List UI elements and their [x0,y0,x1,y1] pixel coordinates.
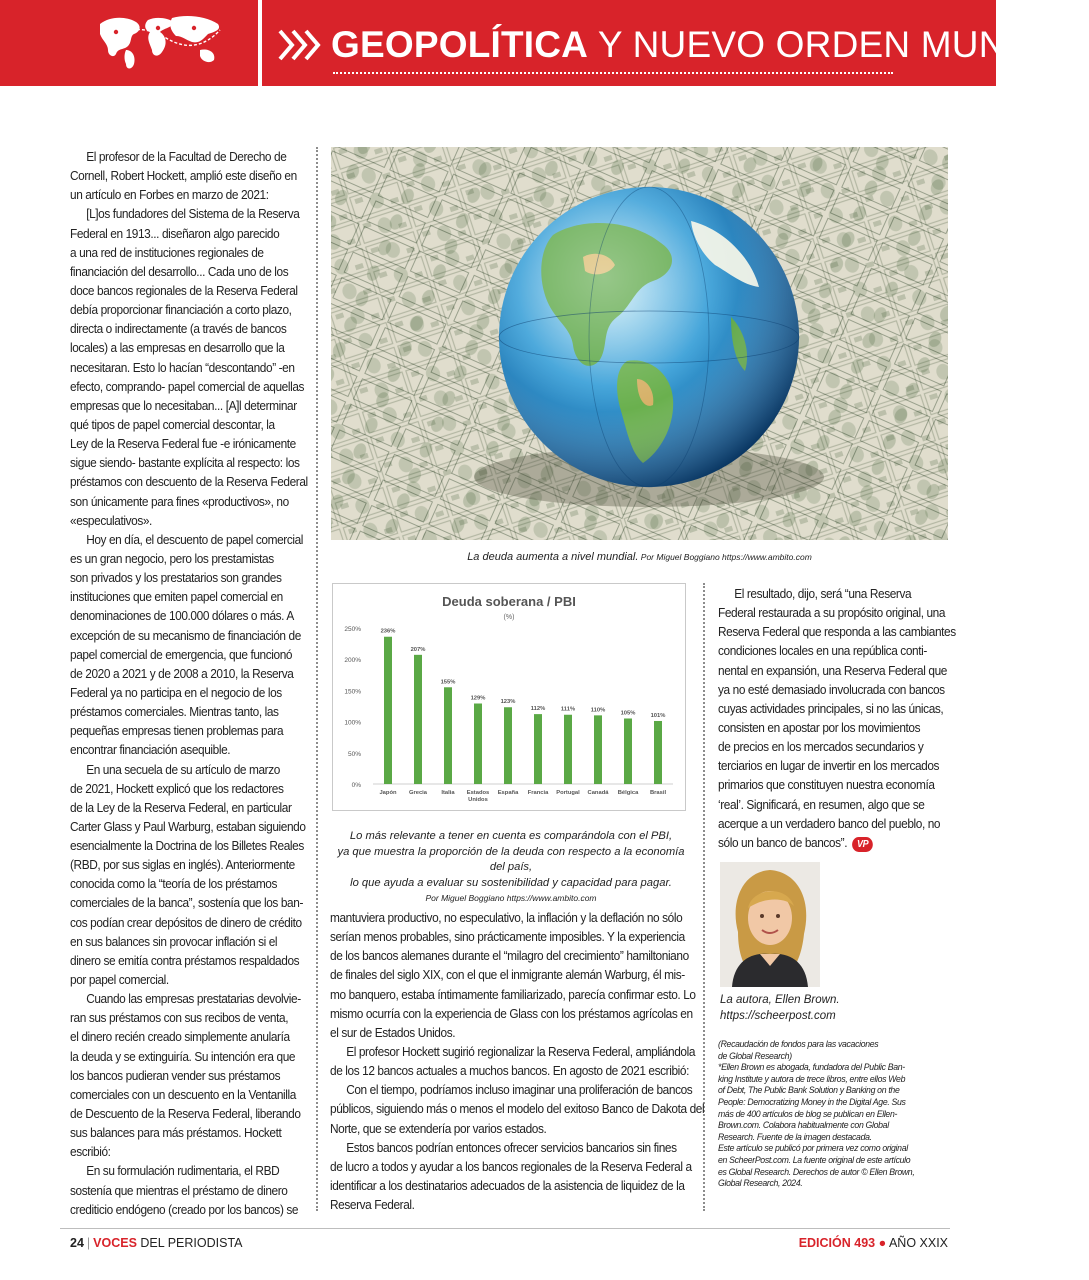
globe-money-photo [331,147,948,540]
chevron-right-icon [278,28,324,62]
chart-caption [330,829,692,905]
text-line: serían menos probables, sino prácticamente imposibles. Y la experiencia [330,929,685,945]
bio-line: Brown.com. Colabora habitualmente con Global [718,1119,889,1131]
text-line: préstamos con descuento de la Reserva Federal [70,474,308,490]
text-line: préstamos comerciales. Mientras tanto, las [70,704,279,720]
text-line: empresas que lo necesitaban... [A]l determinar [70,397,297,413]
text-line: dinero se emitía contra préstamos respaldados [70,952,300,968]
y-tick-label: 200% [344,657,361,665]
chart-caption-line: lo que ayuda a evaluar su sostenibilidad y capacidad para pagar. [350,876,672,889]
text-line: locales) a las empresas en desarrollo que la [70,340,285,356]
bar-value-label: 155% [440,679,456,686]
text-line: de finales del siglo XIX, con el que el inmigrante alemán Warburg, él mis- [330,967,685,983]
vp-end-badge: VP [853,837,873,852]
text-line: escribió: [70,1144,111,1160]
bio-line: de Global Research) [718,1049,792,1061]
text-line: de lucro a todos y ayudar a los bancos regionales de la Reserva Federal a [330,1158,692,1174]
bio-line: king Institute y autora de trece libros, entre ellos Web [718,1072,906,1084]
bar [474,704,482,784]
text-line: a una red de instituciones regionales de [70,244,264,260]
text-line: el dinero recién creado simplemente anularía [70,1029,290,1045]
text-line [718,833,956,852]
text-line: directa o indirectamente (a través de bancos [70,321,287,337]
section-title-rest: Y NUEVO ORDEN MUNDIAL [588,24,1089,65]
text-line: de precios en los mercados secundarios y [718,739,924,755]
text-line: En su formulación rudimentaria, el RBD [86,1163,280,1179]
text-line: encontrar financiación asequible. [70,742,231,758]
text-line: mismo ocurría con la experiencia de Glass con los préstamos agrícolas en [330,1005,693,1021]
article-column-1 [70,147,308,1219]
text-line: identificar a los destinatarios adecuados de la asistencia de liquidez de la [330,1177,685,1193]
author-caption [720,992,840,1024]
text-line: cos podían crear depósitos de dinero de crédito [70,914,302,930]
page-number: 24 [70,1236,84,1250]
photo-caption-text: La deuda aumenta a nivel mundial. [467,551,639,563]
text-line: los bancos pudieran vender sus préstamos [70,1067,281,1083]
x-tick-label: España [497,790,519,796]
x-tick-label: Francia [527,790,549,796]
header-banner [0,0,1089,86]
section-title [331,22,1089,68]
x-tick-label: Brasil [649,790,667,796]
text-line: Reserva Federal. [330,1197,415,1213]
text-line: Estos bancos podrían entonces ofrecer servicios bancarios sin fines [346,1139,677,1155]
text-line: Con el tiempo, podríamos incluso imaginar una proliferación de bancos [346,1082,693,1098]
bio-line: *Ellen Brown es abogada, fundadora del Public Ban- [718,1061,905,1073]
bar [594,715,602,784]
text-line: ‘real’. Significará, en resumen, algo que se [718,796,925,812]
bio-line: Global Research, 2024. [718,1177,803,1189]
text-line: El resultado, dijo, será “una Reserva [734,586,912,601]
photo-credit: Por Miguel Boggiano https://www.ambito.com [638,552,812,562]
bar-value-label: 129% [470,695,486,702]
text-line: esencialmente la Doctrina de los Billetes Reales [70,838,304,854]
text-line: ran sus préstamos con sus recibos de venta, [70,1010,289,1026]
text-line: comerciales con un descuento en la Ventanilla [70,1086,296,1102]
header-divider [258,0,262,86]
text-line: excepción de su mecanismo de financiación de [70,627,301,643]
y-tick-label: 100% [344,719,361,727]
text-line: consisten en apostar por los movimientos [718,719,921,735]
text-line: sostenía que mientras el préstamo de dinero [70,1182,288,1198]
author-caption-name: La autora, Ellen Brown. [720,994,840,1006]
chart-svg [333,584,685,810]
text-line: terciarios en lugar de invertir en los mercados [718,758,940,774]
bio-line: más de 400 artículos de blog se publican en Ellen- [718,1107,898,1119]
text-line: condiciones locales en una república conti- [718,643,927,659]
author-caption-url: https://scheerpost.com [720,1010,836,1022]
section-title-bold: GEOPOLÍTICA [331,24,589,65]
text-line: son privados y los prestatarios son grandes [70,570,282,586]
magazine-brand-rest: DEL PERIODISTA [136,1236,243,1250]
text-line: necesitaran. Esto lo hacían “descontando” -en [70,359,295,375]
text-line: nental en expansión, una Reserva Federal que [718,662,947,678]
y-tick-label: 0% [351,782,361,789]
edition-label: EDICIÓN 493 [798,1236,876,1250]
x-tick-label-part: Unidos [468,797,488,803]
bio-line: People: Democratizing Money in the Digital Age. Sus [718,1095,906,1107]
world-map-logo-icon [96,10,226,72]
y-tick-label: 250% [344,626,361,633]
chart-subtitle: (%) [503,614,515,621]
text-line: El profesor Hockett sugirió regionalizar la Reserva Federal, ampliándola [346,1043,696,1059]
text-line-end: sólo un banco de bancos”. [718,834,848,850]
bio-line: es Global Research. Derechos de autor © Ellen Brown, [718,1165,915,1177]
x-tick-label: Grecia [408,790,428,796]
text-line: son únicamente para fines «productivos», no [70,493,289,509]
bio-line: (Recaudación de fondos para las vacaciones [718,1038,879,1049]
bar [624,718,632,784]
footer-rule [60,1228,950,1229]
bar-value-label: 105% [620,710,636,717]
text-line: Reserva Federal que responda a las cambiantes [718,624,956,640]
text-line: de los 12 bancos actuales a muchos bancos. En agosto de 2021 escribió: [330,1063,689,1079]
bio-line: en ScheerPost.com. La fuente original de este artículo [718,1153,911,1165]
footer-left [70,1236,243,1250]
text-line: Federal en 1913... diseñaron algo parecido [70,225,280,241]
bar-value-label: 101% [650,712,666,719]
text-line: Ley de la Reserva Federal fue -e irónicamente [70,436,296,452]
text-line: conocida como la “teoría de los préstamos [70,876,278,892]
text-line: Federal restaurada a su propósito original, una [718,605,946,621]
text-line: En una secuela de su artículo de marzo [86,761,280,777]
bar [534,714,542,784]
bar-value-label: 110% [590,707,606,714]
footer-separator: | [86,1236,91,1250]
y-tick-label: 150% [344,688,361,696]
text-line: sigue siendo- bastante explícita al respecto: los [70,455,300,471]
text-line: de 2020 a 2021 y de 2008 a 2010, la Reserva [70,665,294,681]
text-line: instituciones que emiten papel comercial en [70,589,283,605]
year-label: AÑO XXIX [888,1236,948,1250]
bio-line: Este artículo se publicó por primera vez como original [718,1142,908,1154]
text-line: mo banquero, estaba íntimamente familiarizado, parecía confirmar esto. Lo [330,986,696,1002]
text-line: es un gran negocio, pero los prestamistas [70,550,274,566]
x-tick-label: Bélgica [617,790,639,796]
debt-gdp-chart [332,583,686,811]
text-line: Federal ya no participa en el negocio de los [70,684,282,700]
text-line: El profesor de la Facultad de Derecho de [86,149,287,164]
chart-caption-line: ya que muestra la proporción de la deuda con respecto a la economía del país, [337,845,685,873]
author-photo [720,862,820,987]
text-line: ya no esté demasiado involucrada con bancos [718,681,945,697]
chart-caption-line: Lo más relevante a tener en cuenta es comparándola con el PBI, [349,830,673,842]
bar [414,655,422,784]
text-line: un artículo en Forbes en marzo de 2021: [70,187,269,203]
text-line: Norte, que se extendería por varios estados. [330,1120,547,1136]
x-tick-label: Japón [379,790,397,796]
text-line: de 2021, Hockett explicó que los redactores [70,780,284,796]
text-line: «especulativos». [70,512,152,528]
bar [384,637,392,784]
column-rule-left [316,147,318,1211]
text-line: crediticio endógeno (creado por los bancos) se [70,1201,299,1217]
bar-value-label: 111% [560,706,576,713]
text-line: [L]os fundadores del Sistema de la Reserva [86,206,300,222]
chart-credit: Por Miguel Boggiano https://www.ambito.com [425,893,597,903]
text-line: por papel comercial. [70,972,169,988]
bar [564,715,572,784]
bar [504,707,512,784]
bar-value-label: 112% [530,706,546,713]
bar [444,687,452,784]
x-tick-label: Canadá [587,790,609,796]
text-line: en sus balances sin provocar inflación si el [70,933,278,949]
author-bio [718,1038,914,1189]
y-tick-label: 50% [347,750,361,758]
text-line: Hoy en día, el descuento de papel comercial [86,531,304,547]
x-tick-label: Portugal [556,790,580,796]
article-column-2 [330,908,704,1214]
photo-caption [331,551,948,563]
text-line: doce bancos regionales de la Reserva Federal [70,282,298,298]
text-line: Carter Glass y Paul Warburg, estaban siguiendo [70,818,306,834]
text-line: la deuda y se extinguiría. Su intención era que [70,1048,296,1064]
text-line: debía proporcionar financiación a corto plazo, [70,302,292,318]
text-line: qué tipos de papel comercial descontar, la [70,416,275,432]
bar-value-label: 123% [500,699,516,706]
text-line: denominaciones de 100.000 dólares o más. A [70,608,294,624]
text-line: acerque a un verdadero banco del pueblo, no [718,815,941,831]
text-line: cuyas actividades principales, si no las únicas, [718,700,944,716]
text-line: mantuviera productivo, no especulativo, la inflación y la deflación no sólo [330,910,683,925]
text-line: de Descuento de la Reserva Federal, liberando [70,1106,301,1122]
text-line: de los bancos alemanes durante el “milagro del crecimiento” hamiltoniano [330,948,689,964]
text-line: pequeñas empresas tienen problemas para [70,723,284,739]
bio-line: of Debt, The Public Bank Solution y Banking on the [718,1084,900,1096]
text-line: sus balances para más préstamos. Hockett [70,1125,282,1141]
text-line: Cornell, Robert Hockett, amplió este diseño en [70,168,297,184]
header-dotted-rule [333,72,893,74]
article-column-3 [718,584,956,852]
text-line: Cuando las empresas prestatarias devolvie- [86,991,301,1007]
chart-title: Deuda soberana / PBI [442,594,576,609]
text-line: de la Ley de la Reserva Federal, en particular [70,799,292,815]
bar-value-label: 207% [410,646,426,653]
footer-right [799,1236,948,1250]
text-line: efecto, comprando- papel comercial de aquellas [70,378,305,394]
text-line: comerciales de la banca”, sostenía que los ban- [70,895,304,911]
bar-value-label: 236% [380,628,396,635]
x-tick-label: Italia [441,790,455,796]
text-line: públicos, siguiendo más o menos el modelo del exitoso Banco de Dakota del [330,1101,705,1117]
footer-bullet: ● [878,1236,887,1250]
x-tick-label-part: Estados [466,790,490,796]
magazine-brand: VOCES [93,1236,137,1250]
text-line: financiación del desarrollo... Cada uno de los [70,263,289,279]
text-line: primarios que constituyen nuestra economía [718,777,935,793]
bar [654,721,662,784]
text-line: el sur de Estados Unidos. [330,1024,456,1040]
text-line: papel comercial de emergencia, que funcionó [70,646,293,662]
bio-line: Research. Fuente de la imagen destacada. [718,1130,872,1142]
text-line: (RBD, por sus siglas en inglés). Anteriormente [70,857,295,873]
